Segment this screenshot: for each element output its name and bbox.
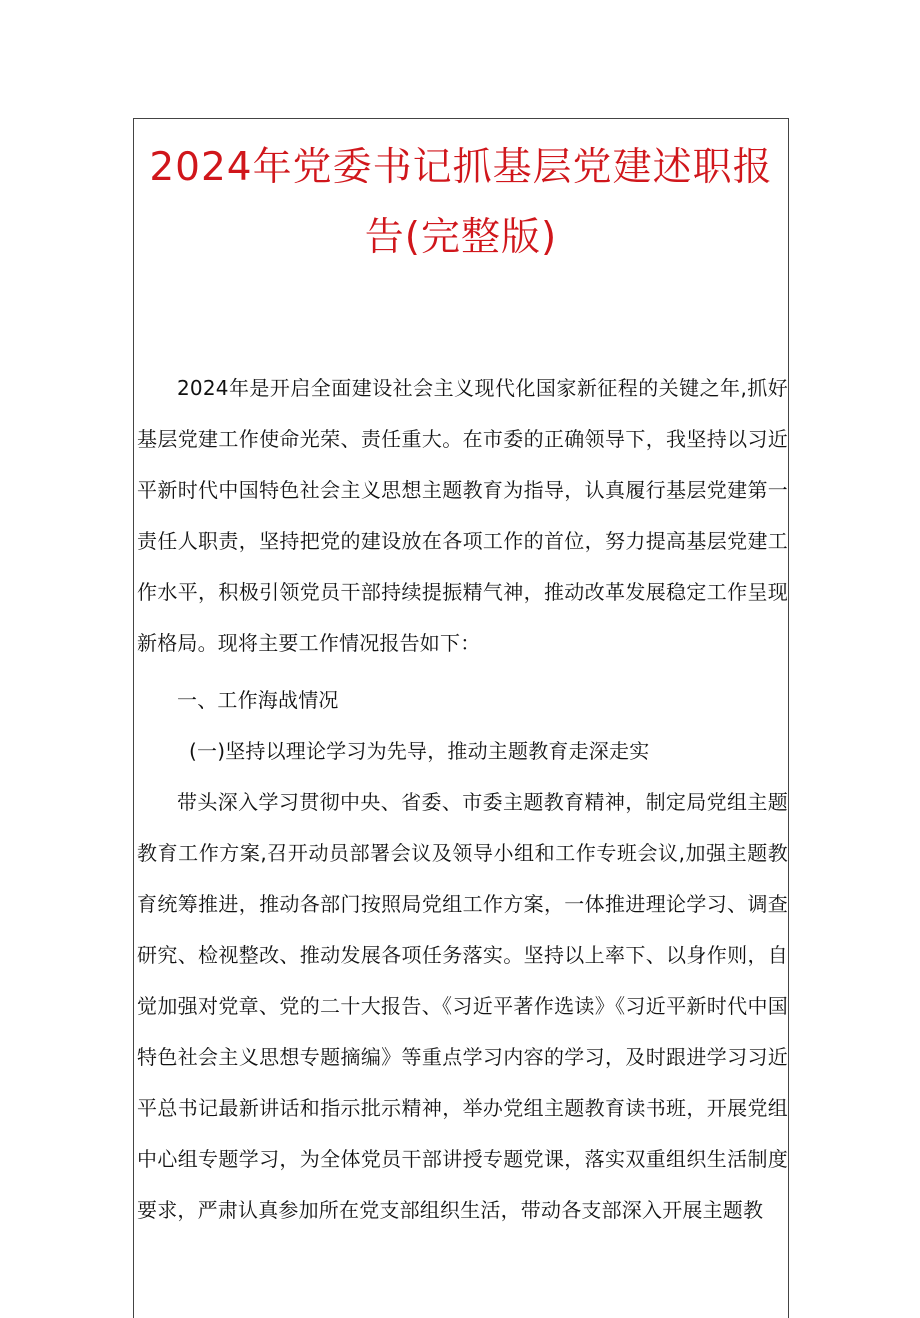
document-body — [137, 363, 788, 1236]
document-title-line-1: 2024年党委书记抓基层党建述职报 — [149, 145, 773, 190]
section-heading-1: 一、工作海战情况 — [177, 688, 339, 712]
document-title-line-2: 告(完整版) — [364, 215, 558, 260]
body-paragraph: 带头深入学习贯彻中央、省委、市委主题教育精神，制定局党组主题教育工作方案,召开动员部署会议及领导小组和工作专班会议,加强主题教育统筹推进，推动各部门按照局党组工作方案，一体推进理论学习、调查研究、检视整改、推动发展各项任务落实。坚持以上率下、以身作则，自觉加强对党章、党的二十大报告、《习近平著作选读》《习近平新时代中国特色社会主义思想专题摘编》等重点学习内容的学习，及时跟进学习习近平总书记最新讲话和指示批示精神，举办党组主题教育读书班，开展党组中心组专题学习，为全体党员干部讲授专题党课，落实双重组织生活制度要求，严肃认真参加所在党支部组织生活，带动各支部深入开展主题教 — [137, 790, 788, 1222]
intro-paragraph: 2024年是开启全面建设社会主义现代化国家新征程的关键之年,抓好基层党建工作使命光荣、责任重大。在市委的正确领导下，我坚持以习近平新时代中国特色社会主义思想主题教育为指导，认真履行基层党建第一责任人职责，坚持把党的建设放在各项工作的首位，努力提高基层党建工作水平，积极引领党员干部持续提振精气神，推动改革发展稳定工作呈现新格局。现将主要工作情况报告如下： — [137, 376, 788, 655]
subsection-heading-1: (一)坚持以理论学习为先导，推动主题教育走深走实 — [189, 739, 650, 763]
